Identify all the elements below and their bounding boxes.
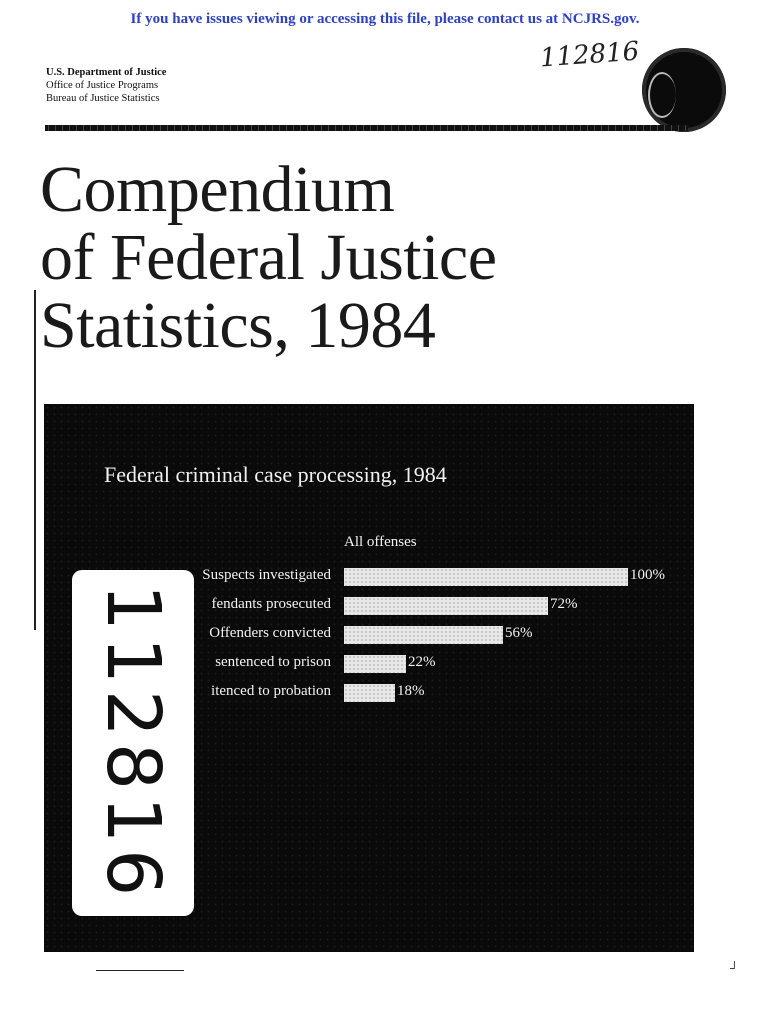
title-line-2: of Federal Justice xyxy=(40,221,497,294)
chart-bar xyxy=(344,655,406,673)
margin-scan-line xyxy=(34,290,36,630)
corner-mark: ┘ xyxy=(730,961,739,975)
chart-bar xyxy=(344,684,395,702)
chart-category-label: fendants prosecuted xyxy=(211,596,331,612)
accession-stamp xyxy=(72,570,194,916)
title-line-3: Statistics, 1984 xyxy=(40,289,436,362)
header-rule xyxy=(45,125,688,131)
chart-data-label: 100% xyxy=(630,567,665,583)
handwritten-accession-number: 112816 xyxy=(539,36,641,74)
agency-department: U.S. Department of Justice xyxy=(46,67,167,78)
chart-series-label: All offenses xyxy=(344,534,417,550)
chart-data-label: 22% xyxy=(408,654,436,670)
page-title xyxy=(40,153,497,362)
chart-bar xyxy=(344,626,503,644)
agency-bureau: Bureau of Justice Statistics xyxy=(46,93,160,104)
chart-bar xyxy=(344,597,548,615)
agency-block xyxy=(46,66,166,105)
ncjrs-notice-link[interactable]: If you have issues viewing or accessing this file, please contact us at NCJRS.gov. xyxy=(130,11,640,27)
chart-bar xyxy=(344,568,628,586)
chart-title: Federal criminal case processing, 1984 xyxy=(104,462,447,487)
agency-office: Office of Justice Programs xyxy=(46,80,159,91)
chart-category-label: Suspects investigated xyxy=(202,567,331,583)
chart-category-label: Offenders convicted xyxy=(209,625,331,641)
stamp-number: 112816 xyxy=(90,583,176,903)
chart-category-label: sentenced to prison xyxy=(215,654,331,670)
title-line-1: Compendium xyxy=(40,153,395,226)
doj-seal xyxy=(642,48,726,132)
chart-category-label: itenced to probation xyxy=(211,683,331,699)
footer-rule xyxy=(96,970,184,971)
chart-data-label: 56% xyxy=(505,625,533,641)
chart-data-label: 72% xyxy=(550,596,578,612)
chart-data-label: 18% xyxy=(397,683,425,699)
